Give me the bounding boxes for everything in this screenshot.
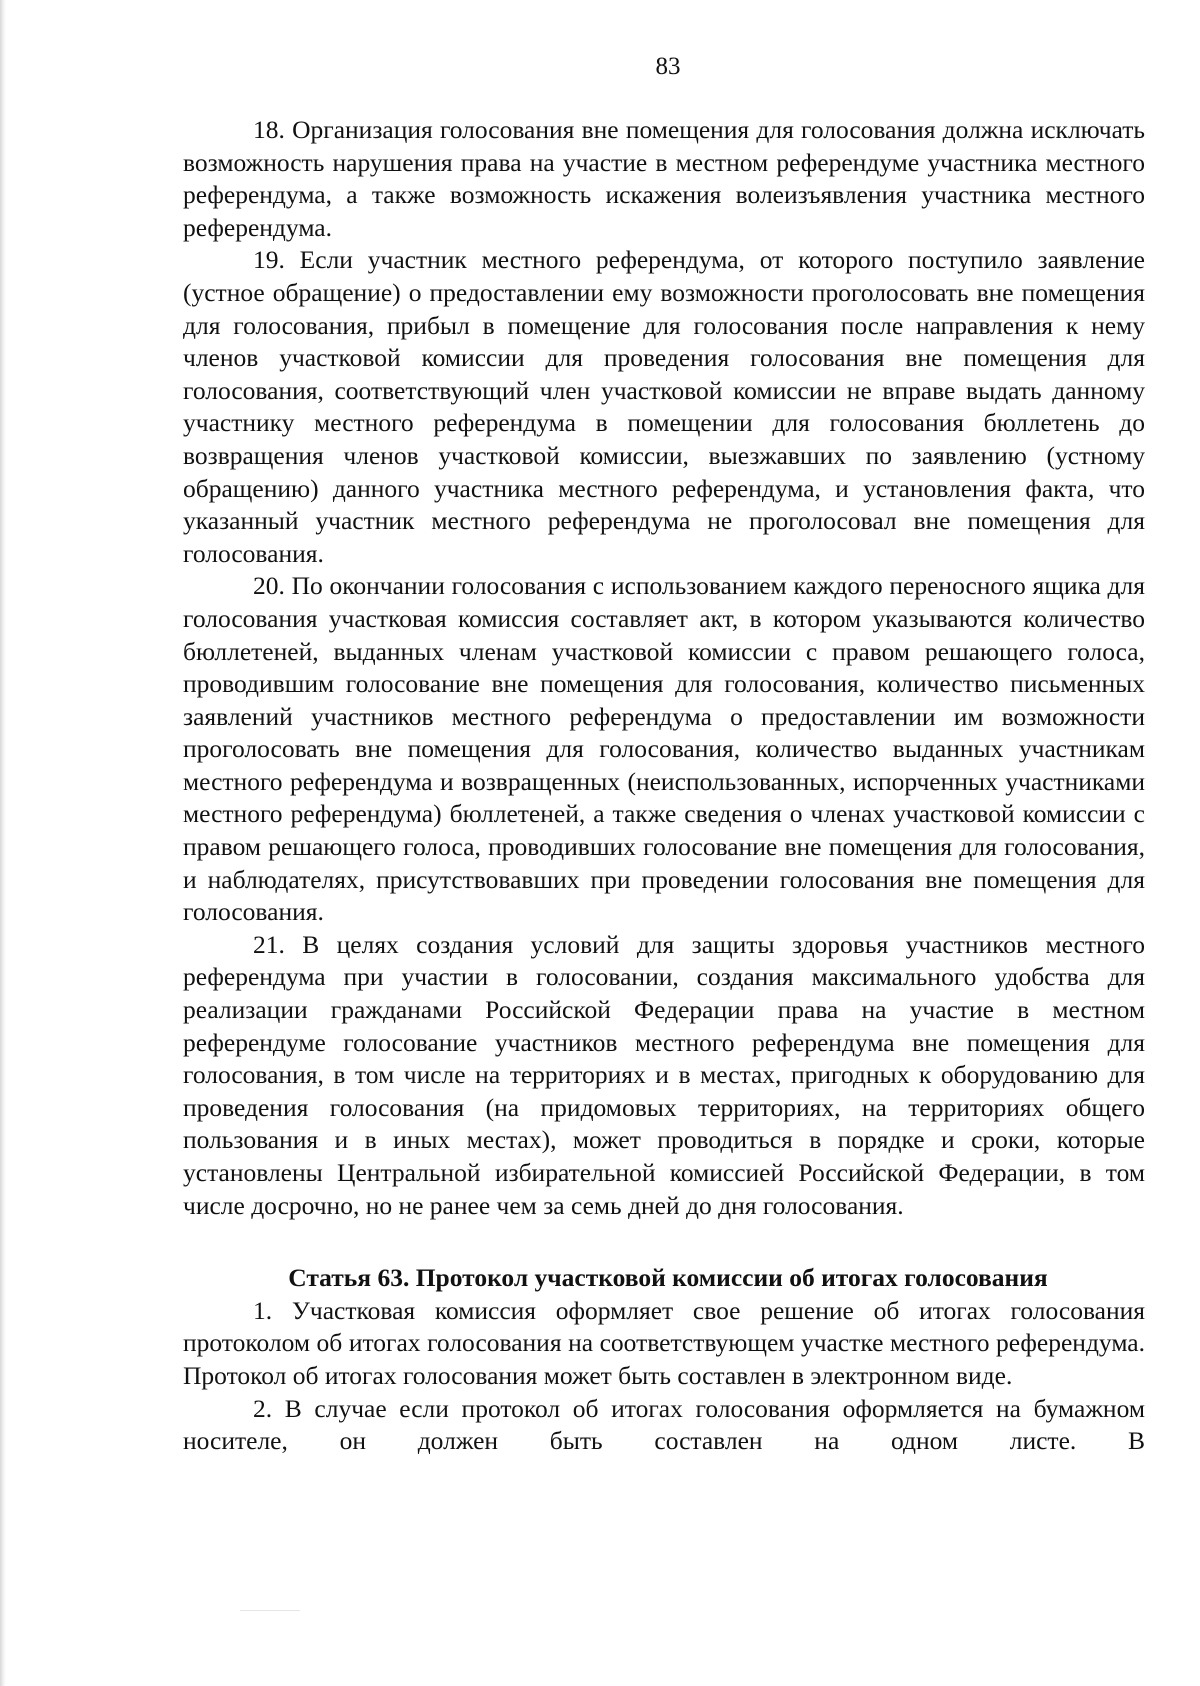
article-paragraph-2: 2. В случае если протокол об итогах голосования оформляется на бумажном носителе, он должен быть составлен на одном листе. В xyxy=(183,1393,1145,1456)
article-paragraph-1: 1. Участковая комиссия оформляет свое решение об итогах голосования протоколом об итогах голосования на соответствующем участке местного референдума. Протокол об итогах голосования может быть составлен в электронном виде. xyxy=(183,1295,1145,1390)
document-body xyxy=(183,114,1145,1458)
paragraph-21: 21. В целях создания условий для защиты здоровья участников местного референдума при участии в голосовании, создания максимального удобства для реализации гражданами Российской Федерации права на участие в местном референдуме голосование участников местного референдума вне помещения для голосования, в том числе на территориях и в местах, пригодных к оборудованию для проведения голосования (на придомовых территориях, на территориях общего пользования и в иных местах), может проводиться в порядке и сроки, которые установлены Центральной избирательной комиссией Российской Федерации, в том числе досрочно, но не ранее чем за семь дней до дня голосования. xyxy=(183,929,1145,1220)
page-number: 83 xyxy=(655,53,681,80)
paragraph-19: 19. Если участник местного референдума, от которого поступило заявление (устное обращение) о предоставлении ему возможности проголосовать вне помещения для голосования, прибыл в помещение для голосования после направления к нему членов участковой комиссии для проведения голосования вне помещения для голосования, соответствующий член участковой комиссии не вправе выдать данному участнику местного референдума в помещении для голосования бюллетень до возвращения членов участковой комиссии, выезжавших по заявлению (устному обращению) данного участника местного референдума, и установления факта, что указанный участник местного референдума не проголосовал вне помещения для голосования. xyxy=(183,245,1145,568)
paragraph-20: 20. По окончании голосования с использованием каждого переносного ящика для голосования участковая комиссия составляет акт, в котором указываются количество бюллетеней, выданных членам участковой комиссии с правом решающего голоса, проводившим голосование вне помещения для голосования, количество письменных заявлений участников местного референдума о предоставлении им возможности проголосовать вне помещения для голосования, количество выданных участникам местного референдума и возвращенных (неиспользованных, испорченных участниками местного референдума) бюллетеней, а также сведения о членах участковой комиссии с правом решающего голоса, проводивших голосование вне помещения для голосования, и наблюдателях, присутствовавших при проведении голосования вне помещения для голосования. xyxy=(183,571,1145,927)
scan-edge-shadow xyxy=(0,0,6,1686)
scan-artifact xyxy=(240,1610,300,1611)
paragraph-18: 18. Организация голосования вне помещения для голосования должна исключать возможность нарушения права на участие в местном референдуме участника местного референдума, а также возможность искажения волеизъявления участника местного референдума. xyxy=(183,115,1145,242)
article-heading: Статья 63. Протокол участковой комиссии об итогах голосования xyxy=(288,1263,1048,1293)
